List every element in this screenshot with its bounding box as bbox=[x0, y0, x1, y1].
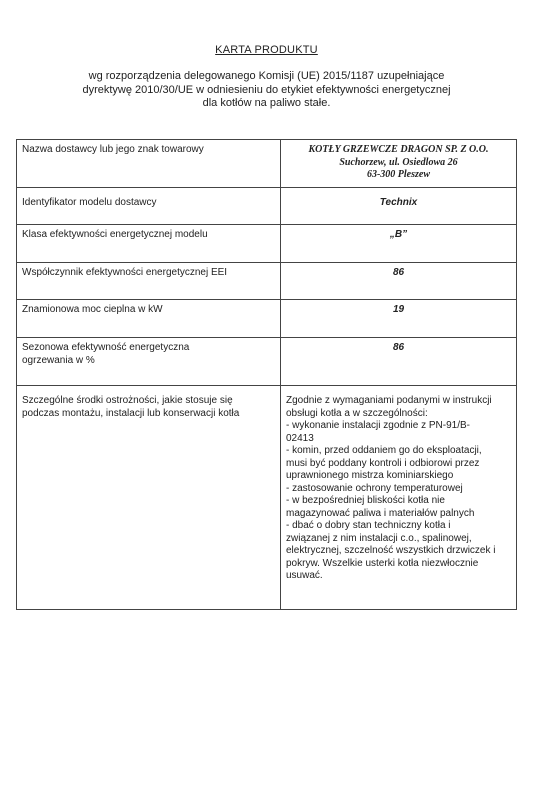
table-row bbox=[17, 140, 517, 188]
note-line: - komin, przed oddaniem go do eksploatacji, bbox=[286, 445, 482, 456]
note-line: - wykonanie instalacji zgodnie z PN-91/B- bbox=[286, 420, 470, 431]
seasonal-efficiency-label bbox=[17, 338, 281, 386]
note-line: pokryw. Wszelkie usterki kotła niezwłocznie bbox=[286, 557, 479, 569]
energy-class-label: Klasa efektywności energetycznej modelu bbox=[17, 225, 281, 263]
note-line: 02413 bbox=[286, 432, 314, 444]
table-row bbox=[17, 263, 517, 300]
note-line: usuwać. bbox=[286, 570, 323, 581]
subtitle-line: dla kotłów na paliwo stałe. bbox=[202, 97, 331, 109]
table-row bbox=[17, 338, 517, 386]
note-line: - dbać o dobry stan techniczny kotła i bbox=[286, 520, 451, 531]
label-line: Szczególne środki ostrożności, jakie stosuje się bbox=[22, 395, 233, 406]
energy-class-value: „B” bbox=[281, 225, 517, 263]
precautions-value bbox=[281, 386, 517, 610]
note-line: musi być poddany kontroli i odbiorowi przez bbox=[286, 457, 480, 469]
note-line: uprawnionego mistrza kominiarskiego bbox=[286, 470, 454, 481]
supplier-line: KOTŁY GRZEWCZE DRAGON SP. Z O.O. bbox=[308, 144, 489, 155]
table-row bbox=[17, 225, 517, 263]
note-line: magazynować paliwa i materiałów palnych bbox=[286, 507, 475, 519]
supplier-name-label: Nazwa dostawcy lub jego znak towarowy bbox=[17, 140, 281, 188]
supplier-name-value bbox=[281, 140, 517, 188]
document-title: KARTA PRODUKTU bbox=[215, 44, 318, 56]
label-line: ogrzewania w % bbox=[22, 354, 95, 366]
model-identifier-label: Identyfikator modelu dostawcy bbox=[17, 188, 281, 225]
eei-label: Współczynnik efektywności energetycznej EEI bbox=[17, 263, 281, 300]
subtitle-line: dyrektywę 2010/30/UE w odniesieniu do etykiet efektywności energetycznej bbox=[82, 83, 451, 96]
subtitle-line: wg rozporządzenia delegowanego Komisji (UE) 2015/1187 uzupełniające bbox=[88, 70, 445, 82]
seasonal-efficiency-value: 86 bbox=[281, 338, 517, 386]
table-row bbox=[17, 188, 517, 225]
rated-heat-output-label: Znamionowa moc cieplna w kW bbox=[17, 300, 281, 338]
document-subtitle bbox=[30, 70, 503, 111]
table-row bbox=[17, 300, 517, 338]
supplier-line: Suchorzew, ul. Osiedlowa 26 bbox=[339, 156, 458, 168]
note-line: związanej z nim instalacji c.o., spalinowej, bbox=[286, 532, 472, 544]
rated-heat-output-value: 19 bbox=[281, 300, 517, 338]
note-line: Zgodnie z wymaganiami podanymi w instrukcji bbox=[286, 395, 492, 406]
note-line: - zastosowanie ochrony temperaturowej bbox=[286, 482, 463, 494]
note-line: - w bezpośredniej bliskości kotła nie bbox=[286, 495, 445, 506]
label-line: Sezonowa efektywność energetyczna bbox=[22, 342, 190, 353]
label-line: podczas montażu, instalacji lub konserwacji kotła bbox=[22, 407, 240, 419]
model-identifier-value: Technix bbox=[281, 188, 517, 225]
note-line: obsługi kotła a w szczególności: bbox=[286, 407, 428, 419]
eei-value: 86 bbox=[281, 263, 517, 300]
precautions-label bbox=[17, 386, 281, 610]
note-line: elektrycznej, szczelność wszystkich drzwiczek i bbox=[286, 545, 496, 556]
supplier-line: 63-300 Pleszew bbox=[366, 169, 431, 180]
product-card-table bbox=[16, 139, 517, 610]
table-row bbox=[17, 386, 517, 610]
